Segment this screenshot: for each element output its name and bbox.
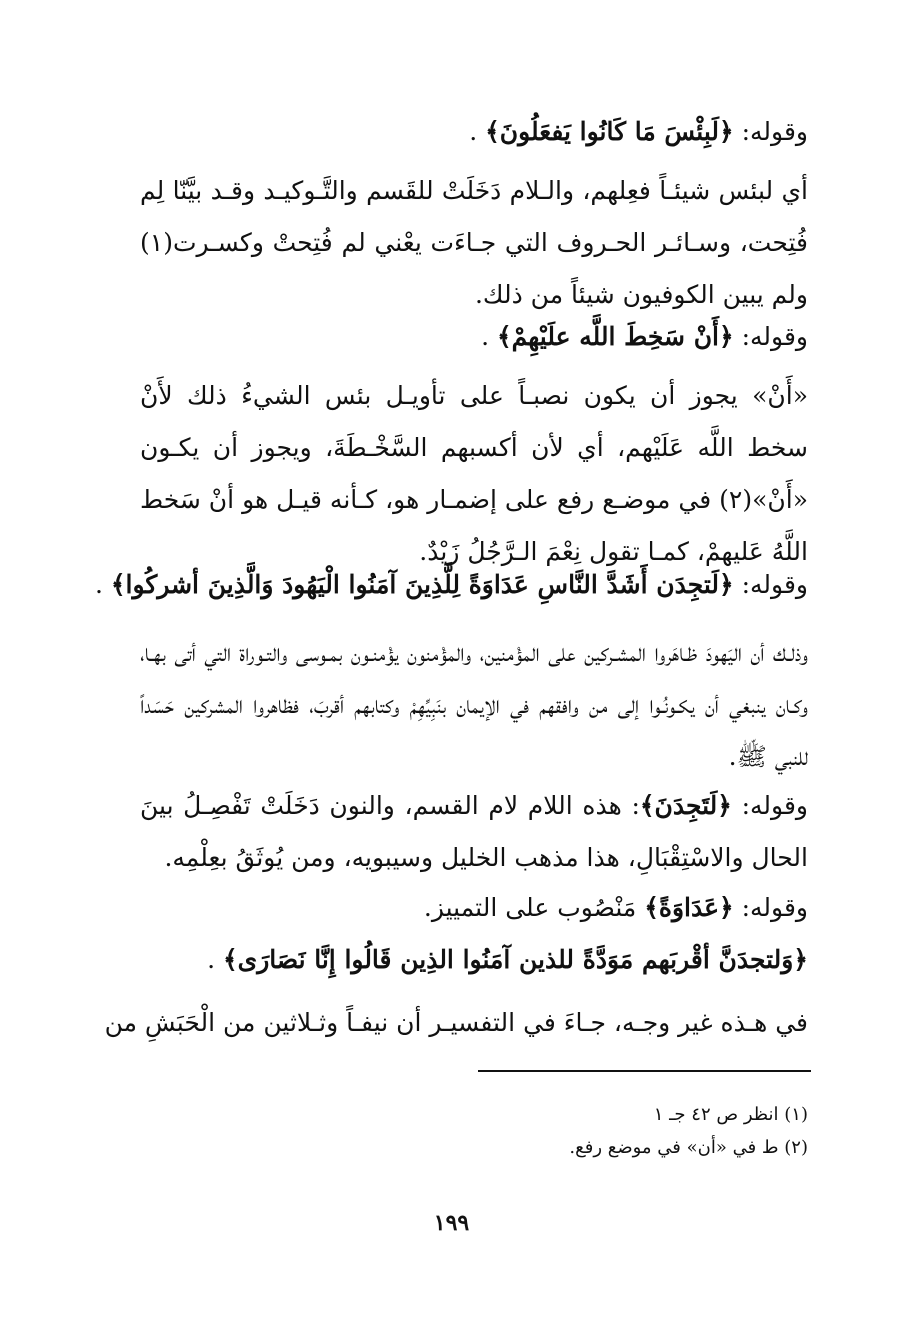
footnote-2: (٢) ط في «أن» في موضع رفع. [569, 1137, 808, 1158]
quote-suffix: . [207, 945, 223, 974]
footnote-divider [478, 1070, 811, 1072]
paragraph-3: وذلـك أن اليَهودَ ظـاهَروا المشـركين على المؤْمنين، والمؤْمنون يؤْمنـون بمـوسى والتـوراة التي أتى بهـا، وكـان ينبغي أن يكـونُـوا إلى من وافقهم في الإيمان بنَبِيِّهِمْ وكتابهم أقربَ، فظاهروا المشركين حَسَداً للنبي ﷺ. [140, 638, 808, 771]
quote-prefix: وقوله: [733, 117, 808, 146]
paragraph-text: : هذه اللام لام القسم، والنون دَخَلَتْ تَفْصِـلُ بينَ الحال والاسْتِقْبَالِ، هذا مذهب الخليل وسيبويه، ومن يُوثَقُ بعِلْمِه. [140, 791, 808, 872]
paragraph-4 [140, 780, 808, 884]
verse-quote: ﴿وَلتجدَنَّ أقْربَهم مَوَدَّةً للذين آمَنُوا الذِين قَالُوا إِنَّا نَصَارَى﴾ [222, 945, 808, 974]
quote-suffix: . [481, 322, 497, 351]
verse-quote: ﴿عَدَاوَةً﴾ [644, 893, 734, 922]
paragraph-1: أي لبئس شيئـاً فعِلهم، والـلام دَخَلَتْ للقَسم والتَّـوكيـد وقـد بيَّنّا لِم فُتِحت، وسـائـر الحـروف التي جـاءَت يعْني لم فُتِحتْ وكسـرت(١) ولم يبين الكوفيون شيئاً من ذلك. [140, 176, 808, 309]
quote-prefix: وقوله: [733, 893, 808, 922]
paragraph-5: في هـذه غير وجـه، جـاءَ في التفسيـر أن نيفـاً وثـلاثين من الْحَبَشِ من [104, 1008, 808, 1037]
quote-prefix: وقوله: [733, 570, 808, 599]
footnote-1: (١) انظر ص ٤٢ جـ ١ [653, 1104, 808, 1125]
quote-suffix: مَنْصُوب على التمييز. [423, 893, 645, 922]
verse-quote: ﴿لَتجِدَن أَشَدَّ النَّاسِ عَدَاوَةً لِلَّذِينَ آمَنُوا الْيَهُودَ وَالَّذِينَ أشركُوا﴾ [110, 570, 734, 599]
quote-suffix: . [95, 570, 111, 599]
paragraph-2: «أَنْ» يجوز أن يكون نصبـاً على تأويـل بئس الشيءُ ذلك لأَنْ سخط اللَّه عَلَيْهم، أي لأن أكسبهم السَّخْـطَةَ، ويجوز أن يكـون «أَنْ»(٢) في موضـع رفع على إضمـار هو، كـأنه قيـل هو أنْ سَخط اللَّهُ عَليهمْ، كمـا تقول نِعْمَ الـرَّجُلُ زَيْدٌ. [140, 381, 808, 566]
verse-quote: ﴿أَنْ سَخِطَ اللَّه علَيْهِمْ﴾ [496, 322, 734, 351]
quote-line-6 [140, 945, 808, 974]
quote-prefix: وقوله: [731, 791, 808, 820]
quote-line-2 [140, 322, 808, 351]
page-number: ١٩٩ [433, 1210, 470, 1236]
quote-line-5 [140, 893, 808, 922]
verse-quote: ﴿لَتَجِدَنَ﴾ [639, 791, 732, 820]
verse-quote: ﴿لَبِئْسَ مَا كَانُوا يَفعَلُونَ﴾ [485, 117, 734, 146]
quote-line-3 [95, 570, 808, 599]
quote-prefix: وقوله: [733, 322, 808, 351]
quote-line-1 [140, 117, 808, 146]
quote-suffix: . [469, 117, 486, 146]
